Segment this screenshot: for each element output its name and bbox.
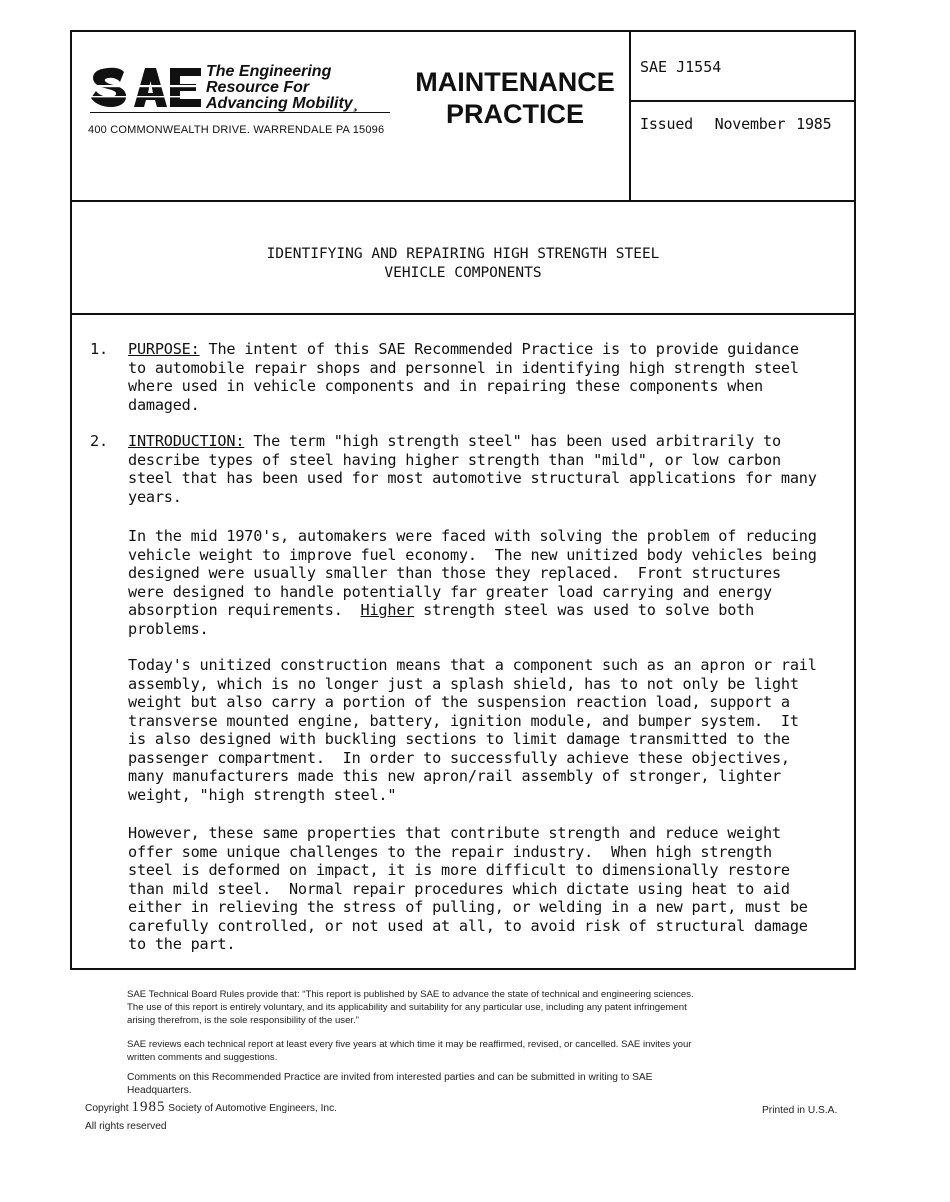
title-line-2: VEHICLE COMPONENTS <box>384 265 542 281</box>
header-bottom-rule <box>72 200 854 202</box>
sae-logo-s <box>91 68 126 107</box>
sae-tagline <box>206 64 358 112</box>
copyright-prefix: Copyright <box>85 1103 132 1114</box>
issued-date: Issued November 1985 <box>640 115 832 133</box>
tagline-line-1: The Engineering <box>206 63 332 80</box>
introduction-paragraph-4: However, these same properties that contribute strength and reduce weight offer some unique challenges to the repair industry. When high strength steel is deformed on impact, it is more difficult to dimensionally restore than mild steel. Normal repair procedures which dictate using heat to aid either in relieving the stress of pulling, or welding in a new part, must be carefully controlled, or not used at all, to avoid risk of structural damage to the part. <box>128 824 808 953</box>
purpose-heading: PURPOSE: <box>128 340 200 358</box>
title-line-1: IDENTIFYING AND REPAIRING HIGH STRENGTH STEEL <box>266 246 660 262</box>
introduction-first-line: The term "high strength steel" has been used arbitrarily to <box>244 432 781 450</box>
para2-underlined: Higher <box>360 601 415 619</box>
sae-logo-e <box>170 68 201 107</box>
copyright-suffix: Society of Automotive Engineers, Inc. <box>165 1103 338 1114</box>
title-bottom-rule <box>72 313 854 315</box>
sae-logo-a <box>134 68 167 107</box>
tagline-line-2: Resource For <box>206 79 310 96</box>
sae-logo <box>90 66 202 110</box>
document-type <box>400 66 630 130</box>
introduction-heading: INTRODUCTION: <box>128 432 245 450</box>
doc-type-line-1: MAINTENANCE <box>415 67 615 97</box>
para2-text-b: strength steel was used to solve both problems. <box>128 601 755 638</box>
introduction-paragraph-2 <box>128 527 817 638</box>
footer-printed: Printed in U.S.A. <box>762 1105 838 1116</box>
footer-copyright <box>85 1101 337 1115</box>
section-number-introduction: 2. <box>90 432 108 450</box>
copyright-year: 1985 <box>131 1099 166 1115</box>
footer-comments: Comments on this Recommended Practice are invited from interested parties and can be submitted in writing to SAE Headquarters. <box>127 1072 653 1096</box>
section-introduction <box>128 432 817 506</box>
introduction-body: describe types of steel having higher strength than "mild", or low carbon steel that has been used for most automotive structural applications for many years. <box>128 450 817 506</box>
footer-rights: All rights reserved <box>85 1121 167 1132</box>
para2-text-a: In the mid 1970's, automakers were faced with solving the problem of reducing vehicle weight to improve fuel economy. The new unitized body vehicles being designed were usually smaller than those they replaced. Front structures were designed to handle potentially far greater load carrying and energy absorption requirements. <box>128 527 817 619</box>
document-title <box>72 245 854 283</box>
sae-address: 400 COMMONWEALTH DRIVE. WARRENDALE PA 15096 <box>88 124 385 136</box>
doc-type-line-2: PRACTICE <box>445 99 584 129</box>
footer-review-note: SAE reviews each technical report at least every five years at which time it may be reaffirmed, revised, or cancelled. SAE invites your written comments and suggestions. <box>127 1039 692 1063</box>
section-purpose <box>128 340 799 414</box>
tagline-underline <box>90 112 390 113</box>
header-divider-right <box>629 100 856 102</box>
section-number-purpose: 1. <box>90 340 108 358</box>
tagline-line-3: Advancing Mobility¸ <box>206 95 358 112</box>
purpose-first-line: The intent of this SAE Recommended Practice is to provide guidance <box>199 340 799 358</box>
introduction-paragraph-3: Today's unitized construction means that a component such as an apron or rail assembly, which is no longer just a splash shield, has to not only be light weight but also carry a portion of the suspension reaction load, support a transverse mounted engine, battery, ignition module, and bumper system. It is also designed with buckling sections to limit damage transmitted to the passenger compartment. In order to successfully achieve these objectives, many manufacturers made this new apron/rail assembly of stronger, lighter weight, "high strength steel." <box>128 656 817 804</box>
standard-number: SAE J1554 <box>640 58 722 76</box>
footer-board-rules: SAE Technical Board Rules provide that: “This report is published by SAE to advance the state of technical and engineering sciences. The use of this report is entirely voluntary, and its applicability and suitability for any particular use, including any patent infringement arising therefrom, is the sole responsibility of the user.” <box>127 989 694 1026</box>
purpose-body: to automobile repair shops and personnel in identifying high strength steel where used in vehicle components and in repairing these components when damaged. <box>128 358 799 414</box>
